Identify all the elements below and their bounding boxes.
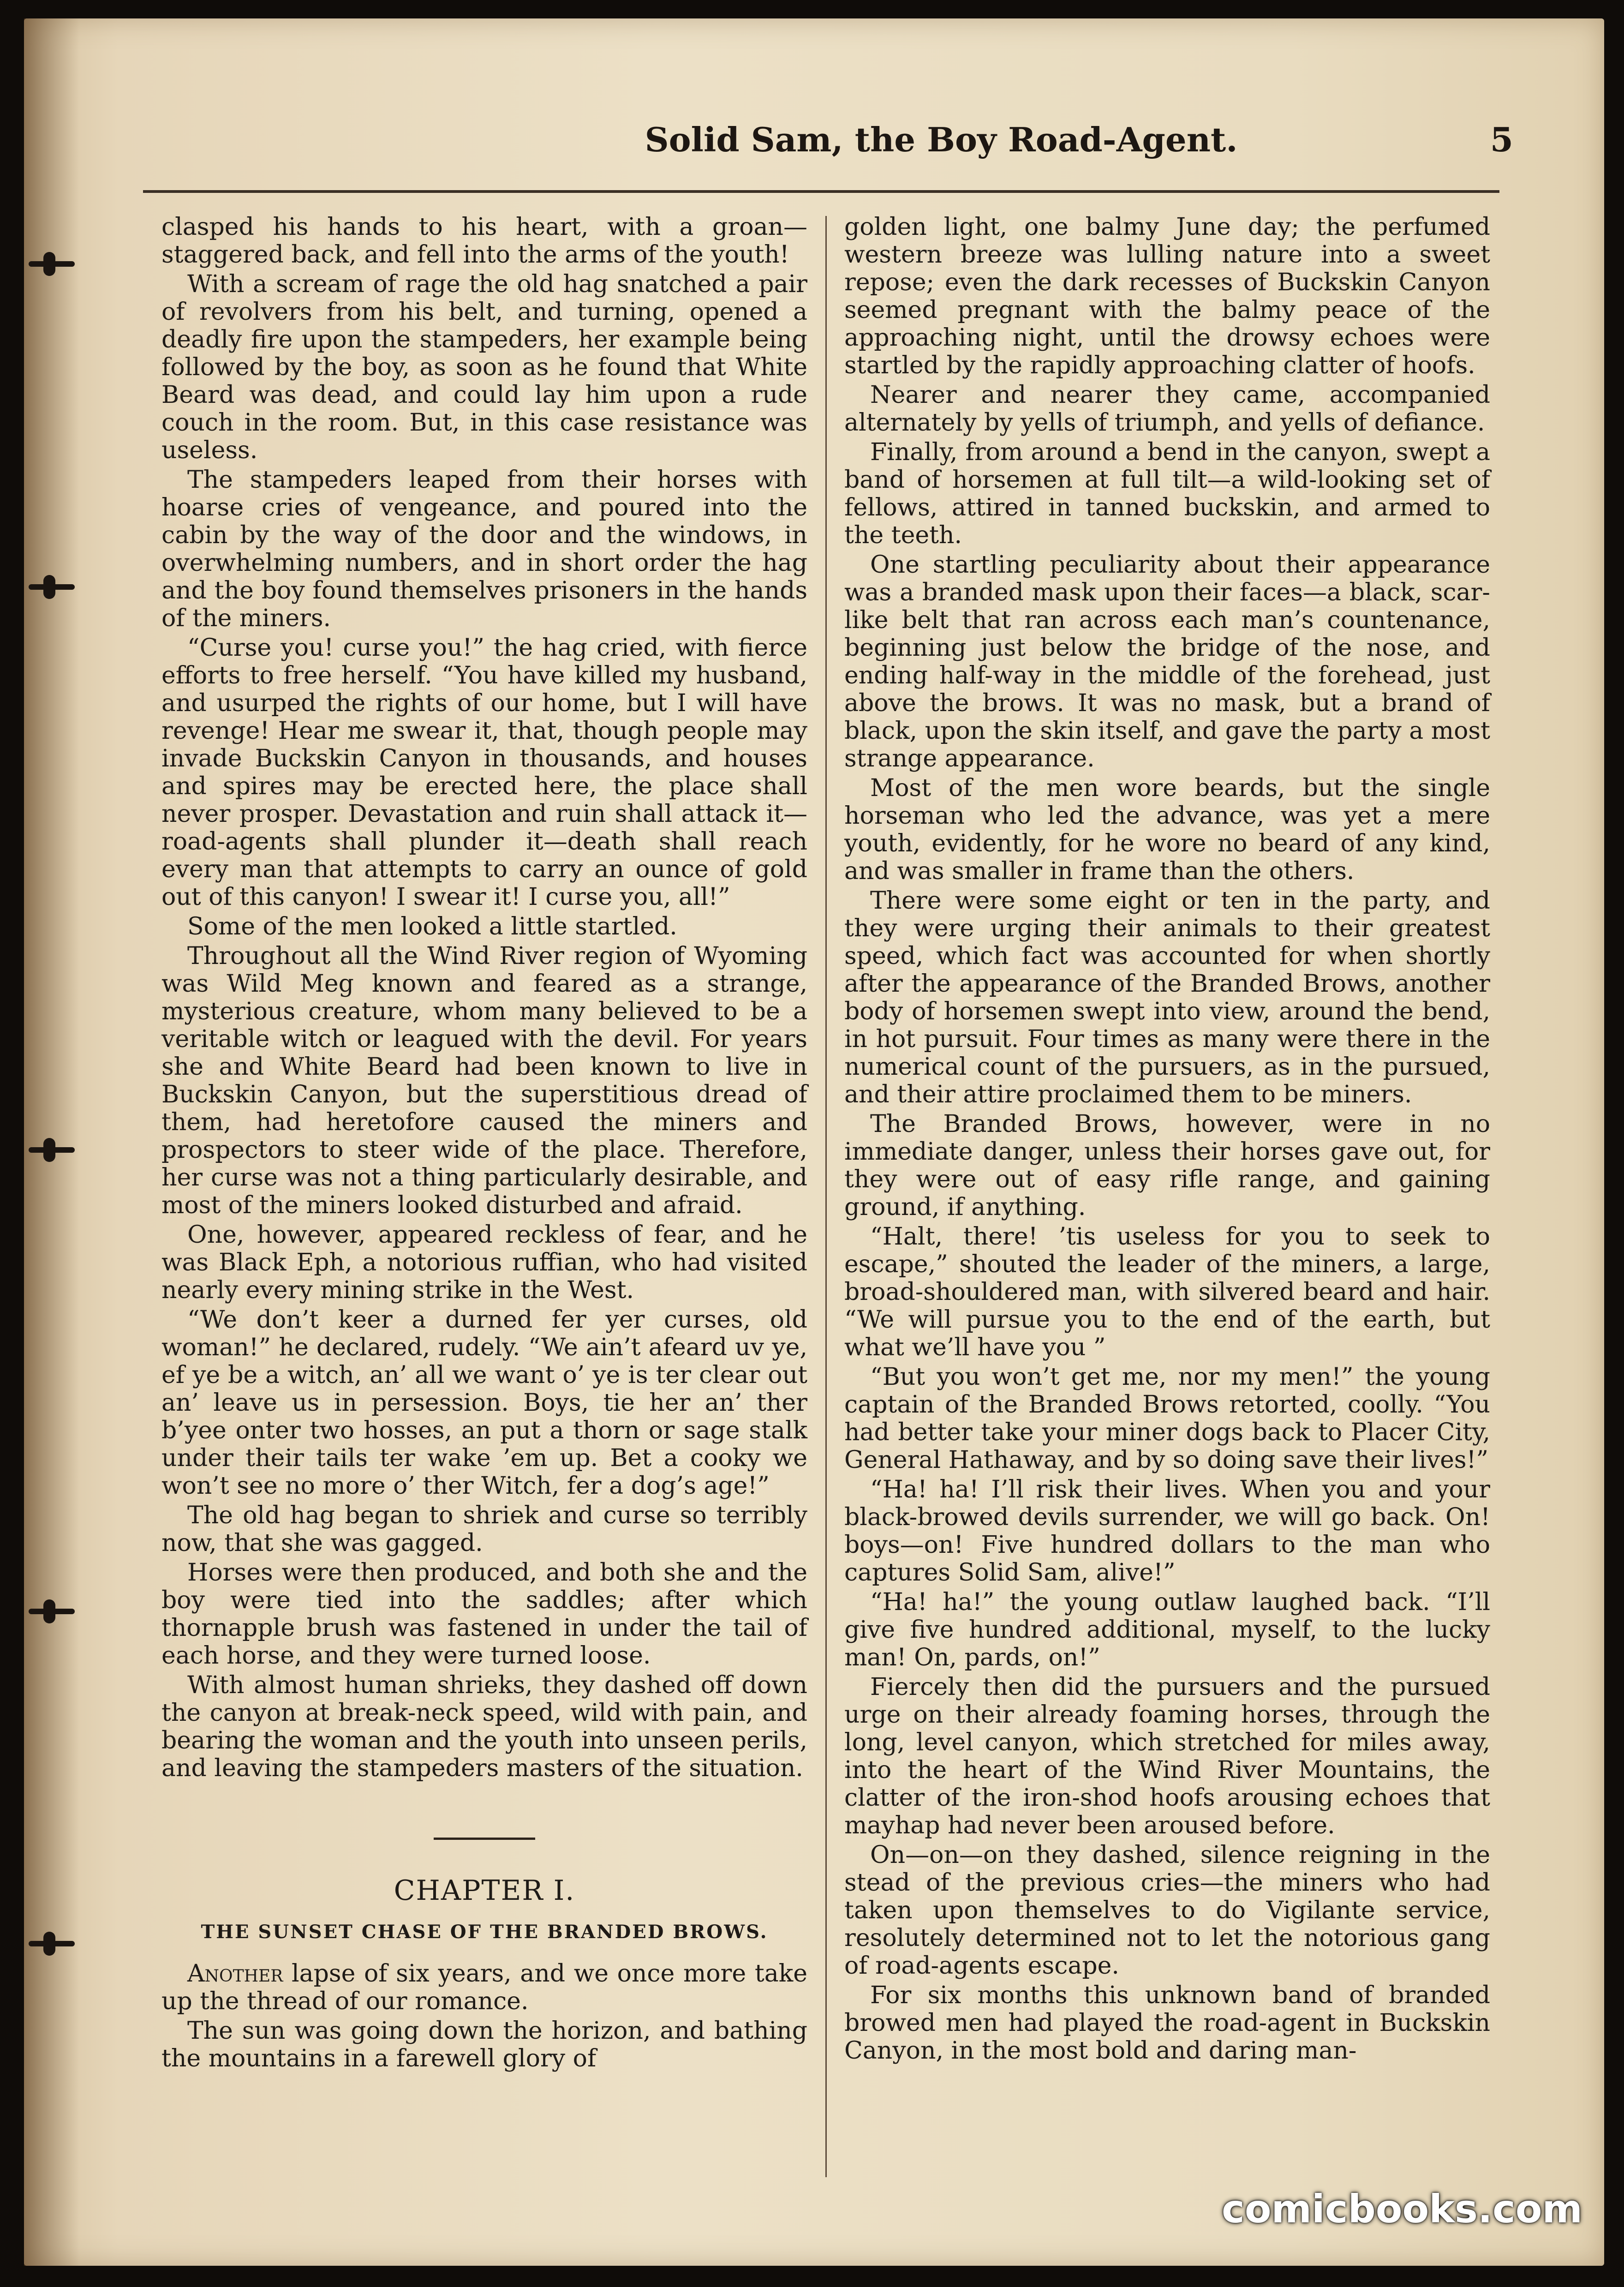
paragraph: golden light, one balmy June day; the perfumed western breeze was lulling nature into a sweet repose; even the dark recesses of Buckskin Canyon seemed pregnant with the balmy peace of the approaching night, until the drowsy echoes were startled by the rapidly approaching clatter of hoofs. [844, 213, 1490, 379]
paragraph: The stampeders leaped from their horses with hoarse cries of vengeance, and poured into the cabin by the way of the door and the windows, in overwhelming numbers, and in short order the hag and the boy found themselves prisoners in the hands of the miners. [161, 466, 807, 632]
paragraph: “Curse you! curse you!” the hag cried, with fierce efforts to free herself. “You have killed my husband, and usurped the rights of our home, but I will have revenge! Hear me swear it, that, though people may invade Buckskin Canyon in thousands, and houses and spires may be erected here, the place shall never prosper. Devastation and ruin shall attack it—road-agents shall plunder it—death shall reach every man that attempts to carry an ounce of gold out of this canyon! I swear it! I curse you, all!” [161, 634, 807, 911]
binding-staple-icon [24, 1938, 79, 1949]
paragraph: On—on—on they dashed, silence reigning in the stead of the previous cries—the miners who had taken upon themselves to do Vigilante service, resolutely determined not to let the notorious gang of road-agents escape. [844, 1841, 1490, 1980]
paragraph: “Ha! ha! I’ll risk their lives. When you and your black-browed devils surrender, we will go back. On! boys—on! Five hundred dollars to the man who captures Solid Sam, alive!” [844, 1476, 1490, 1587]
chapter-heading: CHAPTER I. [394, 1874, 575, 1907]
paragraph: “Ha! ha!” the young outlaw laughed back. “I’ll give five hundred additional, myself, to the lucky man! On, pards, on!” [844, 1588, 1490, 1671]
left-column [161, 213, 807, 2074]
paragraph: The Branded Brows, however, were in no immediate danger, unless their horses gave out, for they were out of easy rifle range, and gaining ground, if anything. [844, 1110, 1490, 1221]
paragraph: With almost human shrieks, they dashed off down the canyon at break-neck speed, wild with pain, and bearing the woman and the youth into unseen perils, and leaving the stampeders masters of the situation. [161, 1671, 807, 1782]
paragraph: One, however, appeared reckless of fear, and he was Black Eph, a notorious ruffian, who had visited nearly every mining strike in the West. [161, 1221, 807, 1304]
paragraph: Some of the men looked a little startled. [187, 913, 677, 940]
running-title: Solid Sam, the Boy Road-Agent. [645, 120, 1238, 159]
paragraph: Finally, from around a bend in the canyon, swept a band of horsemen at full tilt—a wild-looking set of fellows, attired in tanned buckskin, and armed to the teeth. [844, 438, 1490, 549]
paragraph: For six months this unknown band of branded browed men had played the road-agent in Buckskin Canyon, in the most bold and daring man- [844, 1982, 1490, 2065]
paragraph: Throughout all the Wind River region of Wyoming was Wild Meg known and feared as a strange, mysterious creature, whom many believed to be a veritable witch or leagued with the devil. For years she and White Beard had been known to live in Buckskin Canyon, but the superstitious dread of them, had heretofore caused the miners and prospectors to steer wide of the place. Therefore, her curse was not a thing particularly desirable, and most of the miners looked disturbed and afraid. [161, 942, 807, 1219]
chapter-divider [434, 1838, 535, 1840]
paragraph: Horses were then produced, and both she and the boy were tied into the saddles; after which thornapple brush was fastened in under the tail of each horse, and they were turned loose. [161, 1559, 807, 1670]
chapter-opening-paragraph [161, 1960, 807, 2015]
page-number: 5 [1490, 120, 1513, 159]
paragraph: Fiercely then did the pursuers and the pursued urge on their already foaming horses, through the long, level canyon, which stretched for miles away, into the heart of the Wind River Mountains, the clatter of the iron-shod hoofs arousing echoes that mayhap had never been aroused before. [844, 1673, 1490, 1839]
paragraph: The old hag began to shriek and curse so terribly now, that she was gagged. [161, 1502, 807, 1557]
paragraph: With a scream of rage the old hag snatched a pair of revolvers from his belt, and turning, opened a deadly fire upon the stampeders, her example being followed by the boy, as soon as he found that White Beard was dead, and could lay him upon a rude couch in the room. But, in this case resistance was useless. [161, 270, 807, 464]
page-header [508, 120, 1513, 175]
chapter-subtitle: THE SUNSET CHASE OF THE BRANDED BROWS. [201, 1921, 768, 1943]
column-divider [825, 216, 827, 2177]
binding-staple-icon [24, 581, 79, 593]
paragraph: “Halt, there! ’tis useless for you to seek to escape,” shouted the leader of the miners, a large, broad-shouldered man, with silvered beard and hair. “We will pursue you to the end of the earth, but what we’ll have you ” [844, 1223, 1490, 1361]
paragraph: “But you won’t get me, nor my men!” the young captain of the Branded Brows retorted, coolly. “You had better take your miner dogs back to Placer City, General Hathaway, and by so doing save their lives!” [844, 1363, 1490, 1474]
paragraph: “We don’t keer a durned fer yer curses, old woman!” he declared, rudely. “We ain’t afeard uv ye, ef ye be a witch, an’ all we want o’ ye is ter clear out an’ leave us in persession. Boys, tie her an’ ther b’yee onter two hosses, an put a thorn or sage stalk under their tails ter wake ’em up. Bet a cooky we won’t see no more o’ ther Witch, fer a dog’s age!” [161, 1306, 807, 1500]
paragraph: clasped his hands to his heart, with a groan—staggered back, and fell into the arms of the youth! [161, 213, 807, 269]
watermark: comicbooks.com [1222, 2186, 1582, 2232]
paragraph: There were some eight or ten in the party, and they were urging their animals to their greatest speed, which fact was accounted for when shortly after the appearance of the Branded Brows, another body of horsemen swept into view, around the bend, in hot pursuit. Four times as many were there in the numerical count of the pursuers, as in the pursued, and their attire proclaimed them to be miners. [844, 887, 1490, 1108]
paragraph: Nearer and nearer they came, accompanied alternately by yells of triumph, and yells of defiance. [844, 381, 1490, 437]
chapter-opening-text: lapse of six years, and we once more take up the thread of our romance. [161, 1960, 807, 2015]
paragraph: The sun was going down the horizon, and bathing the mountains in a farewell glory of [161, 2017, 807, 2072]
binding-staple-icon [24, 1606, 79, 1617]
header-rule [143, 190, 1499, 193]
paragraph: Most of the men wore beards, but the single horseman who led the advance, was yet a mere youth, evidently, for he wore no beard of any kind, and was smaller in frame than the others. [844, 774, 1490, 885]
right-column [844, 213, 1490, 2066]
chapter-opening-word: Another [187, 1960, 283, 1988]
binding-staple-icon [24, 258, 79, 269]
paragraph: One startling peculiarity about their appearance was a branded mask upon their faces—a black, scar-like belt that ran across each man’s countenance, beginning just below the bridge of the nose, and ending half-way in the middle of the forehead, just above the brows. It was no mask, but a brand of black, upon the skin itself, and gave the party a most strange appearance. [844, 551, 1490, 772]
binding-staple-icon [24, 1144, 79, 1155]
